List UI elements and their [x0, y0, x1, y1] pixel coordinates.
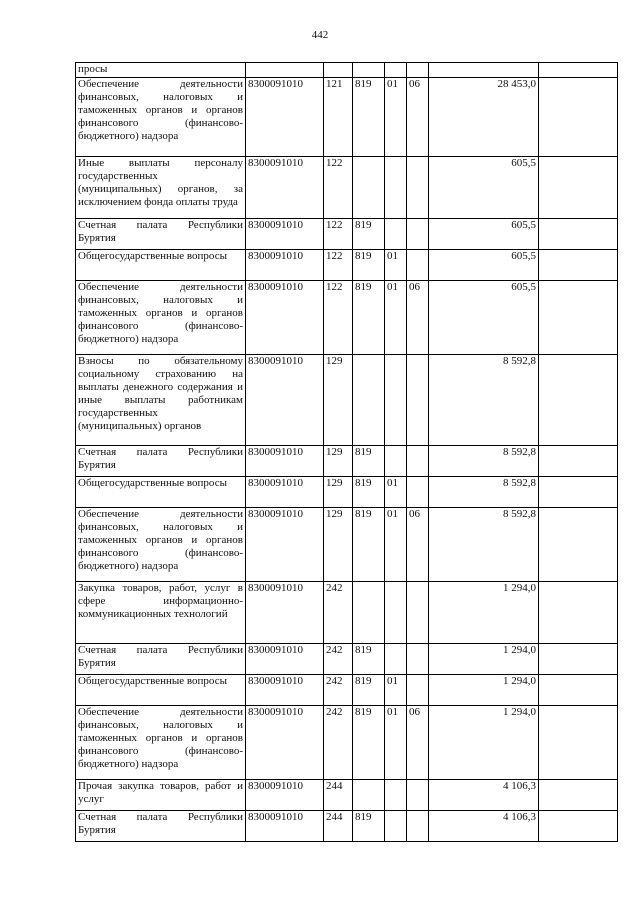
cell-amount: 605,5: [429, 219, 539, 250]
cell-expense-type: 244: [324, 780, 353, 811]
cell-amount: 28 453,0: [429, 78, 539, 157]
cell-target-article: 8300091010: [246, 644, 324, 675]
cell-subsection: 06: [407, 281, 429, 355]
cell-amount: 605,5: [429, 157, 539, 219]
cell-subsection: 06: [407, 706, 429, 780]
cell-section: 01: [385, 477, 407, 508]
cell-section: 01: [385, 250, 407, 281]
cell-subsection: [407, 250, 429, 281]
cell-administrator: [353, 63, 385, 78]
cell-expense-type: 242: [324, 675, 353, 706]
cell-extra: [539, 63, 618, 78]
table-row: [76, 706, 618, 780]
cell-amount: [429, 63, 539, 78]
cell-expense-type: 122: [324, 250, 353, 281]
cell-target-article: 8300091010: [246, 508, 324, 582]
cell-section: [385, 811, 407, 842]
cell-subsection: [407, 63, 429, 78]
cell-amount: 1 294,0: [429, 582, 539, 644]
cell-extra: [539, 477, 618, 508]
cell-section: [385, 355, 407, 446]
cell-target-article: 8300091010: [246, 780, 324, 811]
cell-administrator: 819: [353, 811, 385, 842]
cell-name: Закупка товаров, работ, услуг в сфере информационно-коммуникационных технологий: [76, 582, 246, 644]
cell-administrator: 819: [353, 508, 385, 582]
cell-extra: [539, 811, 618, 842]
cell-section: [385, 63, 407, 78]
cell-name: Обеспечение деятельности финансовых, налоговых и таможенных органов и органов финансового (финансово-бюджетного) надзора: [76, 508, 246, 582]
cell-name: Обеспечение деятельности финансовых, налоговых и таможенных органов и органов финансового (финансово-бюджетного) надзора: [76, 281, 246, 355]
budget-table: [75, 62, 618, 842]
table-row: [76, 780, 618, 811]
cell-extra: [539, 780, 618, 811]
cell-subsection: [407, 582, 429, 644]
cell-administrator: 819: [353, 446, 385, 477]
cell-administrator: 819: [353, 219, 385, 250]
cell-extra: [539, 281, 618, 355]
cell-subsection: [407, 811, 429, 842]
cell-section: 01: [385, 281, 407, 355]
cell-target-article: 8300091010: [246, 355, 324, 446]
cell-subsection: [407, 780, 429, 811]
cell-extra: [539, 706, 618, 780]
table-row: [76, 355, 618, 446]
cell-target-article: 8300091010: [246, 477, 324, 508]
cell-expense-type: 242: [324, 644, 353, 675]
cell-target-article: 8300091010: [246, 78, 324, 157]
cell-expense-type: [324, 63, 353, 78]
cell-expense-type: 242: [324, 706, 353, 780]
cell-extra: [539, 446, 618, 477]
cell-expense-type: 129: [324, 477, 353, 508]
cell-administrator: [353, 780, 385, 811]
cell-expense-type: 122: [324, 281, 353, 355]
cell-target-article: 8300091010: [246, 157, 324, 219]
cell-name: Обеспечение деятельности финансовых, налоговых и таможенных органов и органов финансового (финансово-бюджетного) надзора: [76, 706, 246, 780]
cell-expense-type: 129: [324, 508, 353, 582]
cell-name: Счетная палата Республики Бурятия: [76, 644, 246, 675]
cell-target-article: 8300091010: [246, 281, 324, 355]
cell-amount: 8 592,8: [429, 355, 539, 446]
cell-section: [385, 446, 407, 477]
cell-section: [385, 644, 407, 675]
cell-administrator: 819: [353, 250, 385, 281]
table-row: [76, 281, 618, 355]
cell-subsection: [407, 355, 429, 446]
cell-amount: 1 294,0: [429, 706, 539, 780]
table-row: [76, 78, 618, 157]
cell-extra: [539, 157, 618, 219]
cell-administrator: 819: [353, 706, 385, 780]
cell-amount: 1 294,0: [429, 675, 539, 706]
table-row: [76, 508, 618, 582]
cell-expense-type: 122: [324, 219, 353, 250]
cell-target-article: 8300091010: [246, 706, 324, 780]
table-row: [76, 477, 618, 508]
cell-amount: 605,5: [429, 250, 539, 281]
cell-section: 01: [385, 78, 407, 157]
cell-subsection: [407, 446, 429, 477]
cell-name: Счетная палата Республики Бурятия: [76, 811, 246, 842]
cell-subsection: [407, 644, 429, 675]
cell-extra: [539, 582, 618, 644]
cell-subsection: [407, 219, 429, 250]
cell-amount: 1 294,0: [429, 644, 539, 675]
table-row: [76, 250, 618, 281]
cell-section: [385, 780, 407, 811]
cell-target-article: 8300091010: [246, 811, 324, 842]
cell-administrator: 819: [353, 477, 385, 508]
table-row: [76, 446, 618, 477]
cell-amount: 4 106,3: [429, 780, 539, 811]
cell-amount: 4 106,3: [429, 811, 539, 842]
cell-extra: [539, 644, 618, 675]
table-body: [76, 63, 618, 842]
cell-target-article: 8300091010: [246, 675, 324, 706]
cell-name: Обеспечение деятельности финансовых, налоговых и таможенных органов и органов финансового (финансово-бюджетного) надзора: [76, 78, 246, 157]
cell-extra: [539, 250, 618, 281]
page-number: 442: [311, 29, 329, 41]
cell-subsection: 06: [407, 508, 429, 582]
cell-administrator: 819: [353, 281, 385, 355]
cell-target-article: 8300091010: [246, 219, 324, 250]
cell-expense-type: 129: [324, 446, 353, 477]
table-row: [76, 219, 618, 250]
cell-section: [385, 582, 407, 644]
table-row: [76, 644, 618, 675]
cell-name: Общегосударственные вопросы: [76, 477, 246, 508]
table-row: [76, 675, 618, 706]
table-row: [76, 582, 618, 644]
cell-expense-type: 129: [324, 355, 353, 446]
cell-administrator: [353, 157, 385, 219]
cell-name: Общегосударственные вопросы: [76, 675, 246, 706]
cell-section: 01: [385, 675, 407, 706]
cell-subsection: 06: [407, 78, 429, 157]
cell-target-article: 8300091010: [246, 250, 324, 281]
cell-amount: 8 592,8: [429, 508, 539, 582]
cell-target-article: 8300091010: [246, 446, 324, 477]
table-row: [76, 157, 618, 219]
cell-administrator: 819: [353, 644, 385, 675]
cell-extra: [539, 355, 618, 446]
cell-name: Счетная палата Республики Бурятия: [76, 219, 246, 250]
cell-target-article: 8300091010: [246, 582, 324, 644]
cell-target-article: [246, 63, 324, 78]
cell-section: 01: [385, 706, 407, 780]
cell-subsection: [407, 477, 429, 508]
cell-expense-type: 244: [324, 811, 353, 842]
cell-administrator: [353, 582, 385, 644]
cell-expense-type: 121: [324, 78, 353, 157]
cell-name: Счетная палата Республики Бурятия: [76, 446, 246, 477]
cell-extra: [539, 78, 618, 157]
cell-expense-type: 242: [324, 582, 353, 644]
cell-name: Прочая закупка товаров, работ и услуг: [76, 780, 246, 811]
cell-administrator: [353, 355, 385, 446]
cell-name: Общегосударственные вопросы: [76, 250, 246, 281]
cell-administrator: 819: [353, 78, 385, 157]
cell-amount: 8 592,8: [429, 477, 539, 508]
cell-extra: [539, 675, 618, 706]
cell-extra: [539, 508, 618, 582]
cell-section: 01: [385, 508, 407, 582]
cell-section: [385, 219, 407, 250]
cell-extra: [539, 219, 618, 250]
cell-name: Иные выплаты персоналу государственных (муниципальных) органов, за исключением фонда оплаты труда: [76, 157, 246, 219]
cell-subsection: [407, 157, 429, 219]
cell-name: Взносы по обязательному социальному страхованию на выплаты денежного содержания и иные выплаты работникам государственных (муниципальных) органов: [76, 355, 246, 446]
cell-name: просы: [76, 63, 246, 78]
cell-section: [385, 157, 407, 219]
cell-administrator: 819: [353, 675, 385, 706]
cell-subsection: [407, 675, 429, 706]
table-row: [76, 811, 618, 842]
cell-expense-type: 122: [324, 157, 353, 219]
cell-amount: 8 592,8: [429, 446, 539, 477]
table-row: [76, 63, 618, 78]
cell-amount: 605,5: [429, 281, 539, 355]
